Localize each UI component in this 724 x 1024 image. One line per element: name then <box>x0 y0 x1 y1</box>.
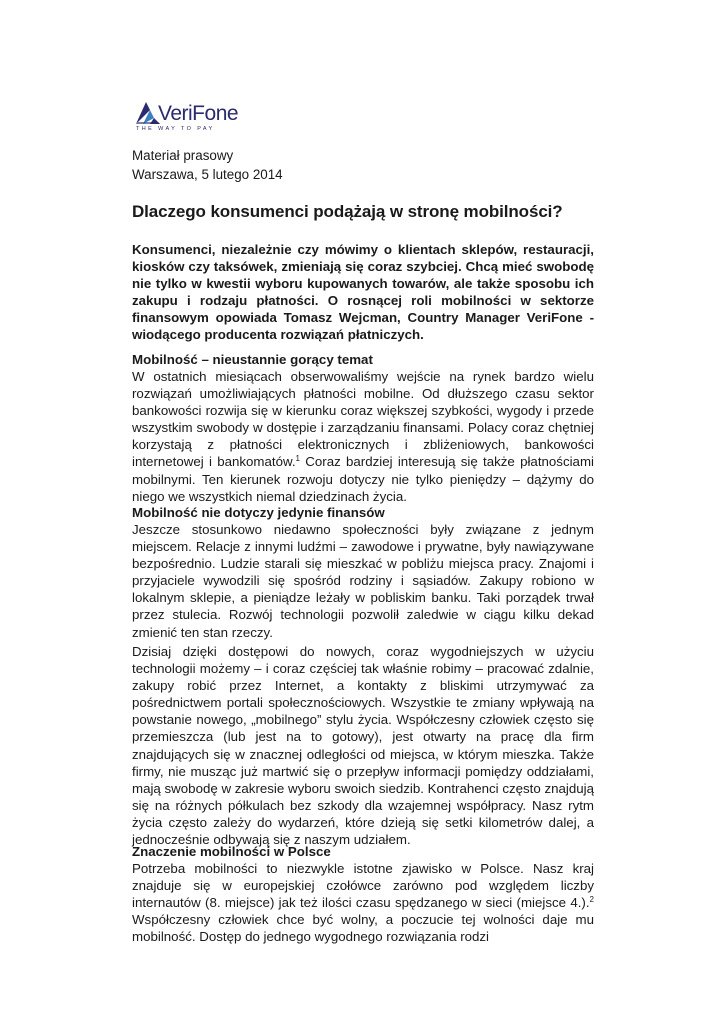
section-heading-poland: Znaczenie mobilności w Polsce <box>132 844 331 859</box>
page-title: Dlaczego konsumenci podążają w stronę mobilności? <box>132 202 563 221</box>
document-meta <box>132 146 594 184</box>
place-date: Warszawa, 5 lutego 2014 <box>132 167 283 182</box>
section-body-not-only-finance <box>132 521 594 641</box>
section-body-mobility <box>132 368 594 505</box>
footnote-ref[interactable]: 2 <box>589 895 594 905</box>
section-heading-mobility: Mobilność – nieustannie gorący temat <box>132 352 373 367</box>
section-paragraph <box>132 860 594 945</box>
section-body-today <box>132 643 594 848</box>
section-paragraph: Dzisiaj dzięki dostępowi do nowych, coraz wygodniejszych w użyciu technologii możemy – i coraz częściej tak właśnie robimy – pracować zdalnie, zakupy robić przez Internet, a kontakty z bliskimi utrzymywać za pośrednictwem portali społecznościowych. Wszystkie te zmiany wpływają na powstanie nowego, „mobilnego” stylu życia. Współczesny człowiek często się przemieszcza (lub jest na to gotowy), jest otwarty na pracę dla firm znajdujących się w znacznej odległości od miejsca, w którym mieszka. Także firmy, nie musząc już martwić się o przepływ informacji pomiędzy oddziałami, mają swobodę w zakresie wyboru swoich siedzib. Kontrahenci często znajdują się na różnych półkulach bez szkody dla wzajemnej współpracy. Nasz rytm życia często zależy do wydarzeń, które dzieją się setki kilometrów dalej, a jednocześnie odbywają się z naszym udziałem. <box>132 644 594 848</box>
paragraph-text: W ostatnich miesiącach obserwowaliśmy wejście na rynek bardzo wielu rozwiązań umożliwiających płatności mobilne. Od dłuższego czasu sektor bankowości rozwija się w kierunku coraz większej szybkości, wygody i przede wszystkim swobody w dostępie i zarządzaniu finansami. Polacy coraz chętniej korzystają z płatności elektronicznych i zbliżeniowych, bankowości internetowej i bankomatów. <box>132 369 594 470</box>
section-heading-not-only-finance: Mobilność nie dotyczy jedynie finansów <box>132 505 385 520</box>
section-paragraph: Jeszcze stosunkowo niedawno społeczności były związane z jednym miejscem. Relacje z innymi ludźmi – zawodowe i prywatne, były nawiązywane bezpośrednio. Ludzie starali się mieszkać w pobliżu miejsca pracy. Znajomi i przyjaciele wywodzili się spośród rodziny i sąsiadów. Zakupy robiono w lokalnym sklepie, a pieniądze leżały w pobliskim banku. Taki porządek trwał przez stulecia. Rozwój technologii pozwolił zaledwie w ciągu kilku dekad zmienić ten stan rzeczy. <box>132 522 594 640</box>
logo-tagline: THE WAY TO PAY <box>136 126 215 132</box>
lead-text: Konsumenci, niezależnie czy mówimy o klientach sklepów, restauracji, kiosków czy taksówek, zmieniają się coraz szybciej. Chcą mieć swobodę nie tylko w kwestii wyboru kupowanych towarów, ale także sposobu ich zakupu i rodzaju płatności. O rosnącej roli mobilności w sektorze finansowym opowiada Tomasz Wejcman, Country Manager VeriFone - wiodącego producenta rozwiązań płatniczych. <box>132 242 594 343</box>
logo-brand-text: VeriFone <box>158 102 239 125</box>
doc-type: Materiał prasowy <box>132 148 234 163</box>
lead-paragraph <box>132 241 594 344</box>
paragraph-text: Potrzeba mobilności to niezwykle istotne zjawisko w Polsce. Nasz kraj znajduje się w europejskiej czołówce zarówno pod względem liczby internautów (8. miejsce) jak też ilości czasu spędzanego w sieci (miejsce 4.). <box>132 861 594 911</box>
section-paragraph <box>132 368 594 505</box>
paragraph-text: Współczesny człowiek chce być wolny, a poczucie tej wolności daje mu mobilność. Dostęp do jednego wygodnego rozwiązania rodzi <box>132 912 594 945</box>
footnote-ref[interactable]: 1 <box>295 454 300 464</box>
paragraph-text: Coraz bardziej interesują się także płatnościami mobilnymi. Ten kierunek rozwoju dotyczy nie tylko pieniędzy – dążymy do niego we wszystkich niemal dziedzinach życia. <box>132 454 594 504</box>
section-body-poland <box>132 860 594 945</box>
verifone-logo <box>134 98 264 138</box>
